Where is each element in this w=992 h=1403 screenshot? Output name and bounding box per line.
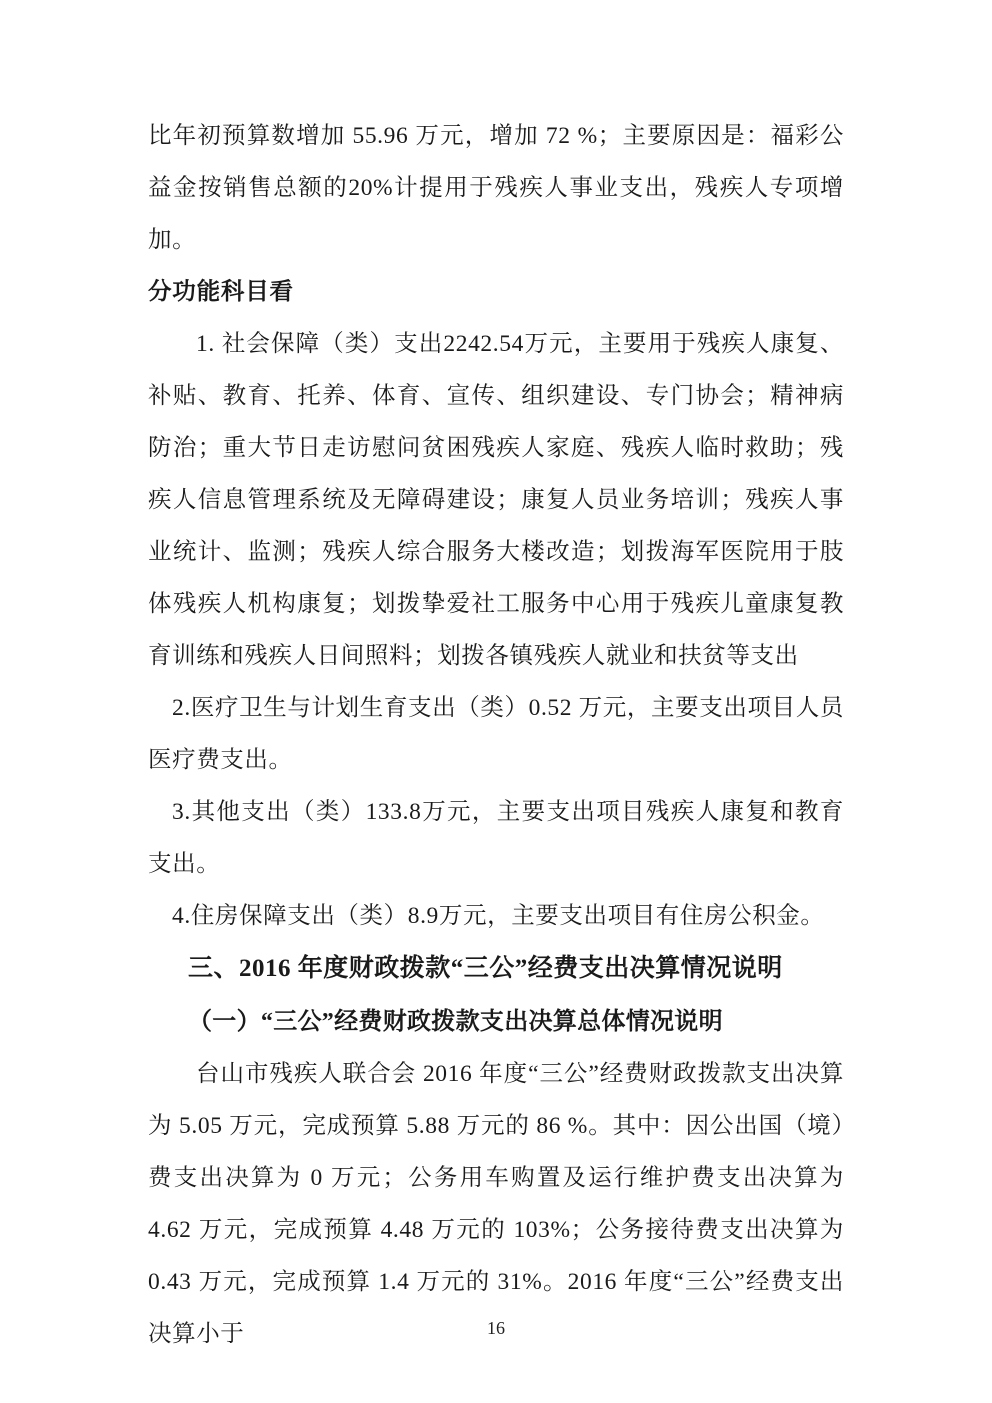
heading-by-function-category: 分功能科目看 xyxy=(148,279,294,305)
paragraph-medical-family-planning-expenditure: 2.医疗卫生与计划生育支出（类）0.52 万元，主要支出项目人员医疗费支出。 xyxy=(148,695,844,773)
paragraph-housing-security-expenditure: 4.住房保障支出（类）8.9万元，主要支出项目有住房公积金。 xyxy=(172,903,825,929)
heading-subsection-one: （一）“三公”经费财政拨款支出决算总体情况说明 xyxy=(188,1009,723,1035)
paragraph-budget-increase: 比年初预算数增加 55.96 万元，增加 72 %；主要原因是：福彩公益金按销售总额的20%计提用于残疾人事业支出，残疾人专项增加。 xyxy=(148,123,844,253)
paragraph-social-security-expenditure: 1. 社会保障（类）支出2242.54万元，主要用于残疾人康复、补贴、教育、托养、体育、宣传、组织建设、专门协会；精神病防治；重大节日走访慰问贫困残疾人家庭、残疾人临时救助；残疾人信息管理系统及无障碍建设；康复人员业务培训；残疾人事业统计、监测；残疾人综合服务大楼改造；划拨海军医院用于肢体残疾人机构康复；划拨挚爱社工服务中心用于残疾儿童康复教育训练和残疾人日间照料；划拨各镇残疾人就业和扶贫等支出 xyxy=(148,331,844,669)
paragraph-three-public-expenses-summary: 台山市残疾人联合会 2016 年度“三公”经费财政拨款支出决算为 5.05 万元，完成预算 5.88 万元的 86 %。其中：因公出国（境）费支出决算为 0 万元；公务用车购置及运行维护费支出决算为 4.62 万元，完成预算 4.48 万元的 103%；公务接待费支出决算为 0.43 万元，完成预算 1.4 万元的 31%。2016 年度“三公”经费支出决算小于 xyxy=(148,1061,844,1347)
heading-section-three: 三、2016 年度财政拨款“三公”经费支出决算情况说明 xyxy=(188,955,783,982)
paragraph-other-expenditure: 3.其他支出（类）133.8万元，主要支出项目残疾人康复和教育支出。 xyxy=(148,799,844,877)
page-number: 16 xyxy=(487,1318,505,1338)
